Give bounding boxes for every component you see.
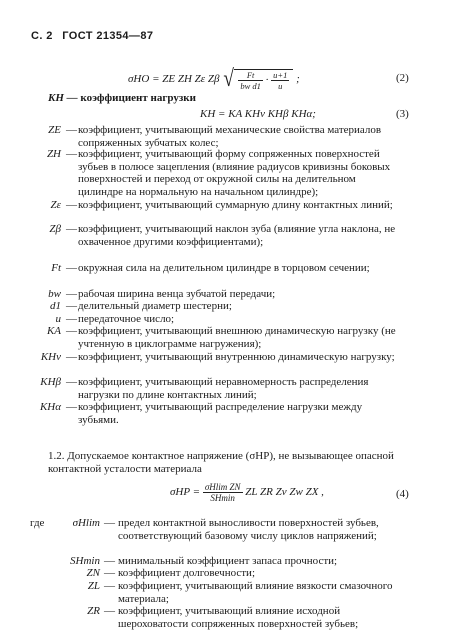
term-dash: —: [66, 401, 77, 413]
sqrt-body: $\frac{Ft}{\text{bw d1}}$ · $\frac{u+1}{u}$: [234, 69, 293, 91]
term-symbol: ZE: [48, 124, 61, 136]
term-dash: —: [66, 351, 77, 363]
sqrt-sign: √: [223, 66, 235, 92]
term-symbol: SHmin: [70, 555, 100, 567]
eq2-lhs: σHO = ZE ZH Zε Zβ: [128, 73, 220, 86]
fraction-ratio: $\frac{u+1}{u}$: [273, 69, 288, 91]
term-dash: —: [104, 605, 115, 617]
term-dash: —: [66, 223, 77, 235]
term-definition: коэффициент, учитывающий механические свойства материалов сопряженных зубчатых колес;: [78, 124, 382, 149]
equation-3: KH = KA KHv KHβ KHα;: [200, 108, 316, 120]
page-number: С. 2: [31, 30, 53, 42]
equation-3-number: (3): [396, 108, 409, 120]
term-definition: окружная сила на делительном цилиндре в торцовом сечении;: [78, 262, 370, 274]
term-dash: —: [66, 148, 77, 160]
term-definition: коэффициент, учитывающий форму сопряженных поверхностей зубьев в полюсе зацепления (влияние радиусов кривизны боковых поверхностей и переход от окружной силы на делительном цилиндре на нормальную на начальном цилиндре);: [78, 148, 391, 198]
term-symbol: Zβ: [49, 223, 61, 235]
term-dash: —: [66, 300, 77, 312]
where-word: где: [30, 517, 45, 529]
term-symbol: ZN: [86, 567, 100, 579]
page-header: [31, 30, 159, 42]
term-definition: коэффициент, учитывающий наклон зуба (влияние угла наклона, не охваченное другими коэффициентами);: [78, 223, 396, 248]
term-dash: —: [66, 199, 77, 211]
term-definition: коэффициент, учитывающий внутреннюю динамическую нагрузку;: [78, 351, 395, 363]
term-definition: коэффициент, учитывающий распределение нагрузки между зубьями.: [78, 401, 363, 426]
fraction-force-width: $\frac{Ft}{\text{bw d1}}$: [240, 69, 261, 91]
term-symbol: ZH: [46, 148, 61, 160]
term-dash: —: [104, 555, 115, 567]
paragraph-1-2: 1.2. Допускаемое контактное напряжение (σHP), не вызывающее опасной контактной усталости материала: [48, 450, 394, 475]
eq4-fraction: $\frac{\text{σHlim ZN}}{SHmin}$: [204, 482, 241, 503]
term-dash: —: [66, 313, 77, 325]
term-definition: минимальный коэффициент запаса прочности;: [118, 555, 338, 567]
term-dash: —: [66, 262, 77, 274]
standard-code: ГОСТ 21354—87: [62, 30, 154, 42]
equation-2-number: (2): [396, 72, 409, 84]
term-symbol: KHv: [40, 351, 61, 363]
term-symbol: KA: [46, 325, 61, 337]
term-definition: коэффициент, учитывающий неравномерность распределения нагрузки по длине контактных линий;: [78, 376, 369, 401]
term-symbol: bw: [48, 288, 61, 300]
term-dash: —: [104, 517, 115, 529]
term-definition: коэффициент долговечности;: [118, 567, 255, 579]
term-dash: —: [104, 580, 115, 592]
term-symbol: KHβ: [40, 376, 61, 388]
term-dash: —: [66, 288, 77, 300]
term-definition: передаточное число;: [78, 313, 175, 325]
term-definition: коэффициент, учитывающий влияние исходной шероховатости сопряженных поверхностей зубьев;: [118, 605, 359, 630]
equation-4: σHP = $\frac{\text{σHlim ZN}}{SHmin}$ ZL ZR Zv Zw ZX ,: [170, 482, 324, 503]
equation-4-number: (4): [396, 488, 409, 500]
term-definition: делительный диаметр шестерни;: [78, 300, 232, 312]
term-symbol: σHlim: [72, 517, 100, 529]
term-definition: коэффициент, учитывающий внешнюю динамическую нагрузку (не учтенную в циклограмме нагружения);: [78, 325, 396, 350]
term-dash: —: [66, 325, 77, 337]
term-symbol: ZL: [87, 580, 100, 592]
term-symbol: Ft: [51, 262, 61, 274]
term-symbol: Zε: [50, 199, 61, 211]
term-symbol: KHα: [39, 401, 61, 413]
term-definition: рабочая ширина венца зубчатой передачи;: [78, 288, 276, 300]
equation-2: σHO = ZE ZH Zε Zβ √ $\frac{Ft}{\text{bw d1}}$ · $\frac{u+1}{u}$ ;: [128, 66, 300, 92]
term-dash: —: [66, 376, 77, 388]
term-symbol: d1: [50, 300, 61, 312]
term-symbol: u: [55, 313, 61, 325]
term-definition: коэффициент, учитывающий суммарную длину контактных линий;: [78, 199, 393, 211]
term-symbol: ZR: [87, 605, 100, 617]
term-definition: коэффициент, учитывающий влияние вязкости смазочного материала;: [118, 580, 393, 605]
term-dash: —: [104, 567, 115, 579]
term-dash: —: [66, 124, 77, 136]
load-factor-title: KH — коэффициент нагрузки: [48, 92, 196, 104]
term-definition: предел контактной выносливости поверхностей зубьев, соответствующий базовому числу циклов напряжений;: [118, 517, 379, 542]
